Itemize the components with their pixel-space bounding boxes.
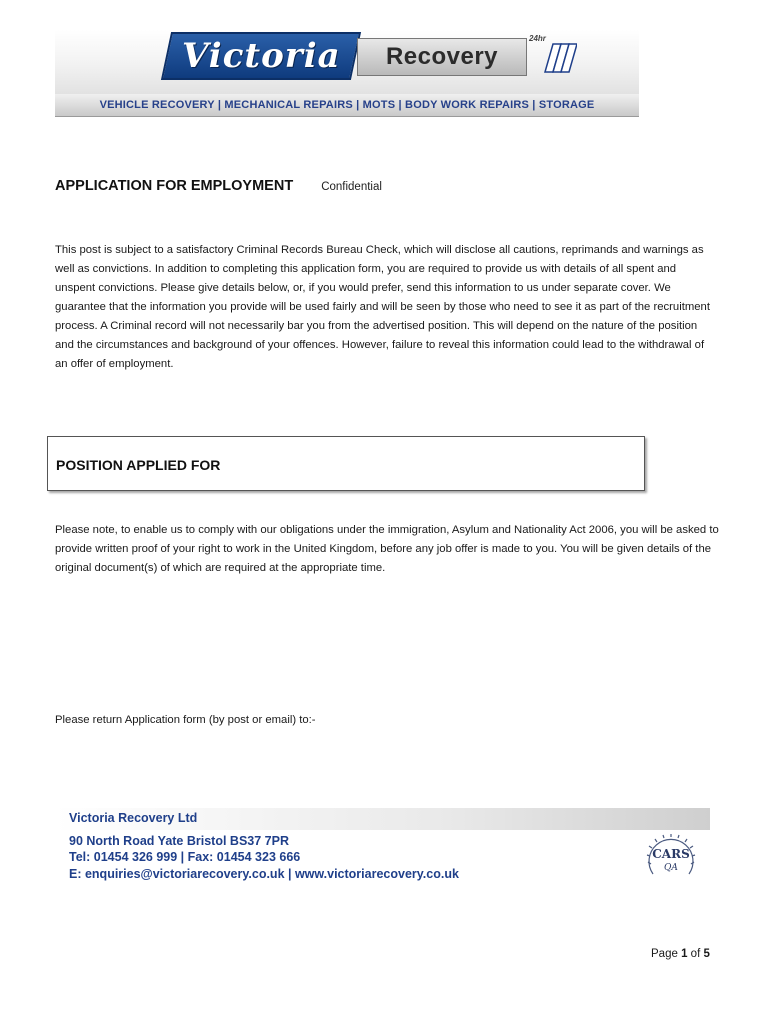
company-address: 90 North Road Yate Bristol BS37 7PR [69, 834, 289, 848]
position-applied-for-field[interactable] [47, 436, 645, 491]
speed-stripes-icon [543, 40, 577, 74]
page-number [651, 948, 710, 960]
services-bar [55, 94, 639, 117]
victoria-logo-text: Victoria [181, 36, 341, 76]
cars-badge-bottom-text: QA [664, 863, 678, 873]
page-current: 1 [681, 948, 688, 960]
cars-badge-top-text: CARS [652, 847, 690, 861]
position-applied-for-label: POSITION APPLIED FOR [56, 457, 221, 473]
confidential-label: Confidential [321, 181, 382, 193]
company-name: Victoria Recovery Ltd [69, 811, 198, 825]
company-email-web: E: enquiries@victoriarecovery.co.uk | www.victoriarecovery.co.uk [69, 867, 459, 881]
cars-qa-badge-icon [643, 834, 699, 882]
contact-company-bar [55, 808, 710, 830]
page-prefix: Page [651, 948, 678, 960]
services-text: VEHICLE RECOVERY | MECHANICAL REPAIRS | MOTS | BODY WORK REPAIRS | STORAGE [99, 99, 595, 111]
company-phones: Tel: 01454 326 999 | Fax: 01454 323 666 [69, 850, 301, 864]
page-title: APPLICATION FOR EMPLOYMENT [55, 178, 294, 194]
return-instructions: Please return Application form (by post or email) to:- [55, 714, 316, 726]
contact-block [55, 808, 710, 888]
logo-24hr-tag: 24hr [529, 34, 546, 43]
intro-paragraph: This post is subject to a satisfactory Criminal Records Bureau Check, which will disclose all cautions, reprimands and warnings as well as convictions. In addition to completing this application form, you are required to provide us with details of all spent and unspent convictions. Please give details below, or, if you would prefer, send this information to us under separate cover. We guarantee that the information you provide will be used fairly and will be seen by those who need to see it as part of the recruitment process. A Criminal record will not necessarily bar you from the advertised position. This will depend on the nature of the position and the circumstances and background of your offences. However, failure to reveal this information could lead to the withdrawal of an offer of employment. [55, 244, 710, 370]
recovery-logo [357, 38, 527, 76]
page-total: 5 [703, 948, 710, 960]
immigration-note: Please note, to enable us to comply with our obligations under the immigration, Asylum and Nationality Act 2006, you will be asked to provide written proof of your right to work in the United Kingdom, before any job offer is made to you. You will be given details of the original document(s) of which are required at the appropriate time. [55, 524, 719, 574]
recovery-logo-text: Recovery [385, 43, 499, 70]
heading-row [55, 178, 382, 194]
page-of: of [690, 948, 701, 960]
victoria-logo [161, 32, 361, 80]
letterhead [55, 30, 639, 116]
